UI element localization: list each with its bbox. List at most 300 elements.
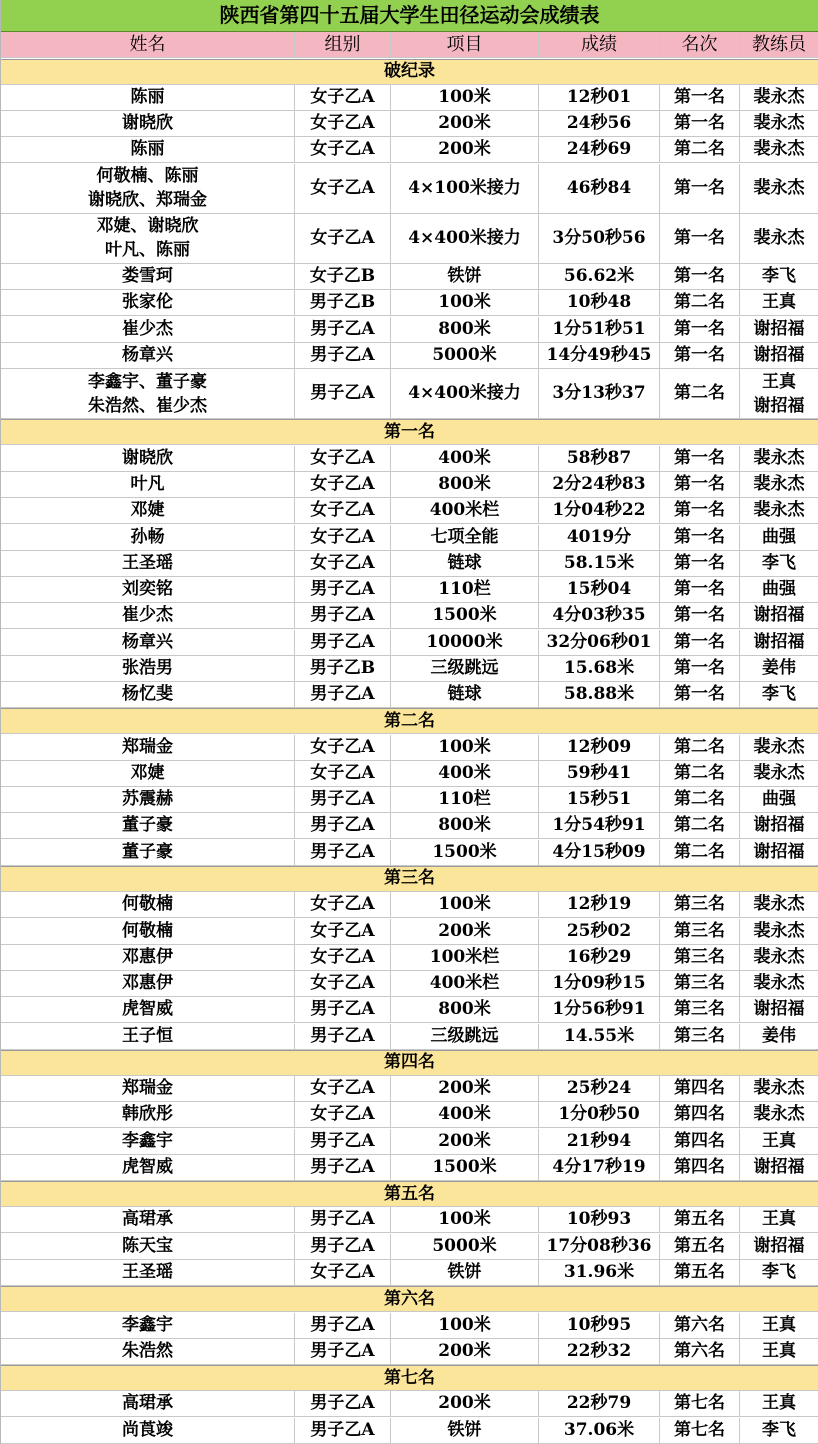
cell-line: 裴永杰 — [753, 447, 805, 468]
cell-line: 谢晓欣、郑瑞金 — [88, 190, 207, 211]
athlete-name-cell — [1, 111, 295, 137]
athlete-name-cell — [1, 1260, 295, 1286]
coach-cell — [740, 1207, 818, 1233]
athlete-name-cell — [1, 1076, 295, 1102]
cell-line: 谢招福 — [753, 395, 805, 416]
result-cell: 21秒94 — [539, 1129, 660, 1155]
cell-line: 董子豪 — [122, 815, 173, 836]
result-cell: 10秒48 — [539, 290, 660, 316]
event-cell: 400米栏 — [391, 498, 539, 524]
rank-cell: 第三名 — [660, 945, 740, 971]
athlete-name-cell — [1, 137, 295, 163]
athlete-name-cell — [1, 1102, 295, 1128]
group-cell: 男子乙A — [295, 317, 391, 343]
event-cell: 400米 — [391, 761, 539, 787]
cell-line: 陈天宝 — [122, 1235, 173, 1256]
cell-line: 崔少杰 — [122, 605, 173, 626]
coach-cell — [740, 997, 818, 1023]
coach-cell — [740, 85, 818, 111]
cell-line: 孙畅 — [130, 526, 165, 547]
athlete-name-cell — [1, 682, 295, 708]
result-cell: 4分15秒09 — [539, 840, 660, 866]
result-cell: 58秒87 — [539, 446, 660, 472]
coach-cell — [740, 264, 818, 290]
cell-line: 姜伟 — [762, 657, 796, 678]
coach-cell — [740, 577, 818, 603]
group-cell: 女子乙A — [295, 971, 391, 997]
header-group: 组别 — [295, 32, 391, 58]
result-cell: 24秒56 — [539, 111, 660, 137]
event-cell: 200米 — [391, 137, 539, 163]
coach-cell — [740, 343, 818, 369]
group-cell: 女子乙A — [295, 111, 391, 137]
group-cell: 男子乙A — [295, 343, 391, 369]
athlete-name-cell — [1, 1339, 295, 1365]
cell-line: 虎智威 — [122, 1156, 173, 1177]
cell-line: 王真 — [762, 371, 796, 392]
cell-line: 陈丽 — [130, 86, 165, 107]
group-cell: 女子乙A — [295, 1260, 391, 1286]
cell-line: 谢招福 — [753, 631, 805, 652]
coach-cell — [740, 840, 818, 866]
group-cell: 女子乙A — [295, 735, 391, 761]
event-cell: 800米 — [391, 317, 539, 343]
result-cell: 37.06米 — [539, 1418, 660, 1444]
rank-cell: 第一名 — [660, 85, 740, 111]
group-cell: 女子乙A — [295, 164, 391, 214]
athlete-name-cell — [1, 656, 295, 682]
cell-line: 裴永杰 — [753, 894, 805, 915]
rank-cell: 第四名 — [660, 1155, 740, 1181]
cell-line: 裴永杰 — [753, 473, 805, 494]
result-cell: 56.62米 — [539, 264, 660, 290]
group-cell: 男子乙A — [295, 369, 391, 419]
athlete-name-cell — [1, 603, 295, 629]
rank-cell: 第二名 — [660, 813, 740, 839]
cell-line: 叶凡 — [130, 473, 165, 494]
header-result: 成绩 — [539, 32, 660, 58]
athlete-name-cell — [1, 735, 295, 761]
group-cell: 女子乙A — [295, 525, 391, 551]
cell-line: 杨章兴 — [122, 344, 173, 365]
rank-cell: 第三名 — [660, 1024, 740, 1050]
cell-line: 谢招福 — [753, 815, 805, 836]
coach-cell — [740, 892, 818, 918]
result-cell: 17分08秒36 — [539, 1234, 660, 1260]
section-header: 破纪录 — [1, 59, 818, 85]
group-cell: 男子乙B — [295, 290, 391, 316]
cell-line: 李鑫宇 — [122, 1314, 173, 1335]
coach-cell — [740, 735, 818, 761]
cell-line: 何敬楠、陈丽 — [96, 166, 199, 187]
rank-cell: 第三名 — [660, 997, 740, 1023]
cell-line: 张浩男 — [122, 657, 173, 678]
result-cell: 1分04秒22 — [539, 498, 660, 524]
result-cell: 15秒04 — [539, 577, 660, 603]
event-cell: 800米 — [391, 997, 539, 1023]
rank-cell: 第三名 — [660, 919, 740, 945]
cell-line: 谢招福 — [753, 999, 805, 1020]
cell-line: 谢招福 — [753, 841, 805, 862]
cell-line: 刘奕铭 — [122, 579, 173, 600]
result-cell: 46秒84 — [539, 164, 660, 214]
event-cell: 200米 — [391, 919, 539, 945]
rank-cell: 第一名 — [660, 630, 740, 656]
rank-cell: 第二名 — [660, 290, 740, 316]
athlete-name-cell — [1, 85, 295, 111]
group-cell: 女子乙A — [295, 214, 391, 264]
result-cell: 25秒02 — [539, 919, 660, 945]
cell-line: 杨忆斐 — [122, 684, 173, 705]
event-cell: 七项全能 — [391, 525, 539, 551]
athlete-name-cell — [1, 1418, 295, 1444]
group-cell: 女子乙A — [295, 472, 391, 498]
event-cell: 800米 — [391, 813, 539, 839]
athlete-name-cell — [1, 164, 295, 214]
rank-cell: 第一名 — [660, 577, 740, 603]
cell-line: 邓婕、谢晓欣 — [96, 216, 199, 237]
group-cell: 女子乙A — [295, 761, 391, 787]
rank-cell: 第一名 — [660, 264, 740, 290]
rank-cell: 第三名 — [660, 892, 740, 918]
section-header: 第六名 — [1, 1286, 818, 1312]
result-cell: 1分0秒50 — [539, 1102, 660, 1128]
athlete-name-cell — [1, 525, 295, 551]
event-cell: 200米 — [391, 1339, 539, 1365]
athlete-name-cell — [1, 446, 295, 472]
result-cell: 4分03秒35 — [539, 603, 660, 629]
athlete-name-cell — [1, 1129, 295, 1155]
athlete-name-cell — [1, 1313, 295, 1339]
result-cell: 25秒24 — [539, 1076, 660, 1102]
rank-cell: 第五名 — [660, 1207, 740, 1233]
rank-cell: 第一名 — [660, 498, 740, 524]
cell-line: 裴永杰 — [753, 227, 805, 248]
cell-line: 谢招福 — [753, 605, 805, 626]
athlete-name-cell — [1, 813, 295, 839]
event-cell: 110栏 — [391, 577, 539, 603]
coach-cell — [740, 369, 818, 419]
cell-line: 裴永杰 — [753, 762, 805, 783]
cell-line: 李鑫宇 — [122, 1130, 173, 1151]
group-cell: 男子乙A — [295, 1207, 391, 1233]
coach-cell — [740, 656, 818, 682]
cell-line: 王真 — [762, 1209, 796, 1230]
event-cell: 400米 — [391, 1102, 539, 1128]
event-cell: 4×400米接力 — [391, 369, 539, 419]
cell-line: 娄雪珂 — [122, 266, 173, 287]
section-header: 第二名 — [1, 708, 818, 734]
cell-line: 李飞 — [762, 266, 796, 287]
result-cell: 58.15米 — [539, 551, 660, 577]
coach-cell — [740, 1313, 818, 1339]
cell-line: 李飞 — [762, 1262, 796, 1283]
header-event: 项目 — [391, 32, 539, 58]
athlete-name-cell — [1, 997, 295, 1023]
event-cell: 100米 — [391, 290, 539, 316]
event-cell: 110栏 — [391, 787, 539, 813]
cell-line: 邓婕 — [130, 500, 165, 521]
cell-line: 朱浩然 — [122, 1340, 173, 1361]
coach-cell — [740, 214, 818, 264]
rank-cell: 第二名 — [660, 840, 740, 866]
result-cell: 1分54秒91 — [539, 813, 660, 839]
group-cell: 女子乙A — [295, 919, 391, 945]
group-cell: 女子乙A — [295, 498, 391, 524]
event-cell: 5000米 — [391, 343, 539, 369]
rank-cell: 第三名 — [660, 971, 740, 997]
group-cell: 男子乙B — [295, 656, 391, 682]
result-cell: 2分24秒83 — [539, 472, 660, 498]
group-cell: 女子乙A — [295, 551, 391, 577]
event-cell: 三级跳远 — [391, 1024, 539, 1050]
cell-line: 裴永杰 — [753, 139, 805, 160]
coach-cell — [740, 1391, 818, 1417]
result-cell: 22秒79 — [539, 1391, 660, 1417]
athlete-name-cell — [1, 577, 295, 603]
event-cell: 10000米 — [391, 630, 539, 656]
cell-line: 谢招福 — [753, 318, 805, 339]
coach-cell — [740, 603, 818, 629]
result-cell: 16秒29 — [539, 945, 660, 971]
coach-cell — [740, 919, 818, 945]
result-cell: 15.68米 — [539, 656, 660, 682]
athlete-name-cell — [1, 498, 295, 524]
rank-cell: 第四名 — [660, 1102, 740, 1128]
coach-cell — [740, 945, 818, 971]
cell-line: 何敬楠 — [122, 920, 173, 941]
athlete-name-cell — [1, 1391, 295, 1417]
rank-cell: 第二名 — [660, 369, 740, 419]
cell-line: 王子恒 — [122, 1025, 173, 1046]
event-cell: 100米 — [391, 735, 539, 761]
athlete-name-cell — [1, 971, 295, 997]
event-cell: 1500米 — [391, 603, 539, 629]
section-header: 第七名 — [1, 1365, 818, 1391]
cell-line: 裴永杰 — [753, 113, 805, 134]
cell-line: 王圣瑶 — [122, 552, 173, 573]
event-cell: 三级跳远 — [391, 656, 539, 682]
athlete-name-cell — [1, 1234, 295, 1260]
cell-line: 李飞 — [762, 684, 796, 705]
coach-cell — [740, 164, 818, 214]
athlete-name-cell — [1, 472, 295, 498]
rank-cell: 第一名 — [660, 164, 740, 214]
result-cell: 22秒32 — [539, 1339, 660, 1365]
section-header: 第四名 — [1, 1050, 818, 1076]
cell-line: 姜伟 — [762, 1025, 796, 1046]
rank-cell: 第四名 — [660, 1129, 740, 1155]
result-cell: 3分50秒56 — [539, 214, 660, 264]
rank-cell: 第一名 — [660, 656, 740, 682]
rank-cell: 第一名 — [660, 525, 740, 551]
athlete-name-cell — [1, 892, 295, 918]
rank-cell: 第一名 — [660, 682, 740, 708]
athlete-name-cell — [1, 761, 295, 787]
cell-line: 裴永杰 — [753, 946, 805, 967]
result-cell: 14.55米 — [539, 1024, 660, 1050]
coach-cell — [740, 1260, 818, 1286]
result-cell: 4019分 — [539, 525, 660, 551]
athlete-name-cell — [1, 630, 295, 656]
athlete-name-cell — [1, 214, 295, 264]
group-cell: 男子乙A — [295, 813, 391, 839]
rank-cell: 第一名 — [660, 111, 740, 137]
group-cell: 女子乙B — [295, 264, 391, 290]
cell-line: 王真 — [762, 1130, 796, 1151]
coach-cell — [740, 787, 818, 813]
event-cell: 400米栏 — [391, 971, 539, 997]
group-cell: 女子乙A — [295, 85, 391, 111]
cell-line: 邓婕 — [130, 762, 165, 783]
coach-cell — [740, 137, 818, 163]
cell-line: 裴永杰 — [753, 500, 805, 521]
result-cell: 10秒93 — [539, 1207, 660, 1233]
event-cell: 200米 — [391, 1076, 539, 1102]
event-cell: 5000米 — [391, 1234, 539, 1260]
event-cell: 200米 — [391, 111, 539, 137]
event-cell: 铁饼 — [391, 264, 539, 290]
coach-cell — [740, 290, 818, 316]
cell-line: 高珺承 — [122, 1209, 173, 1230]
result-cell: 12秒09 — [539, 735, 660, 761]
cell-line: 裴永杰 — [753, 736, 805, 757]
event-cell: 铁饼 — [391, 1418, 539, 1444]
event-cell: 100米 — [391, 85, 539, 111]
event-cell: 4×100米接力 — [391, 164, 539, 214]
event-cell: 1500米 — [391, 1155, 539, 1181]
cell-line: 董子豪 — [122, 841, 173, 862]
result-cell: 12秒01 — [539, 85, 660, 111]
coach-cell — [740, 1129, 818, 1155]
cell-line: 裴永杰 — [753, 86, 805, 107]
group-cell: 男子乙A — [295, 1418, 391, 1444]
rank-cell: 第二名 — [660, 787, 740, 813]
group-cell: 男子乙A — [295, 997, 391, 1023]
header-coach: 教练员 — [740, 32, 818, 58]
event-cell: 1500米 — [391, 840, 539, 866]
coach-cell — [740, 551, 818, 577]
rank-cell: 第二名 — [660, 761, 740, 787]
rank-cell: 第六名 — [660, 1313, 740, 1339]
coach-cell — [740, 1339, 818, 1365]
result-cell: 3分13秒37 — [539, 369, 660, 419]
result-cell: 32分06秒01 — [539, 630, 660, 656]
header-rank: 名次 — [660, 32, 740, 58]
cell-line: 陈丽 — [130, 139, 165, 160]
group-cell: 男子乙A — [295, 1024, 391, 1050]
event-cell: 100米 — [391, 892, 539, 918]
sheet-title: 陕西省第四十五届大学生田径运动会成绩表 — [1, 0, 818, 32]
cell-line: 裴永杰 — [753, 920, 805, 941]
coach-cell — [740, 498, 818, 524]
group-cell: 女子乙A — [295, 446, 391, 472]
cell-line: 郑瑞金 — [122, 736, 173, 757]
event-cell: 铁饼 — [391, 1260, 539, 1286]
section-header: 第一名 — [1, 419, 818, 445]
event-cell: 链球 — [391, 682, 539, 708]
group-cell: 男子乙A — [295, 682, 391, 708]
rank-cell: 第一名 — [660, 446, 740, 472]
coach-cell — [740, 525, 818, 551]
cell-line: 李飞 — [762, 1419, 796, 1440]
cell-line: 郑瑞金 — [122, 1078, 173, 1099]
result-cell: 12秒19 — [539, 892, 660, 918]
result-cell: 1分09秒15 — [539, 971, 660, 997]
result-cell: 15秒51 — [539, 787, 660, 813]
event-cell: 链球 — [391, 551, 539, 577]
cell-line: 裴永杰 — [753, 973, 805, 994]
event-cell: 100米 — [391, 1207, 539, 1233]
athlete-name-cell — [1, 1207, 295, 1233]
athlete-name-cell — [1, 1155, 295, 1181]
cell-line: 尚莨竣 — [122, 1419, 173, 1440]
rank-cell: 第七名 — [660, 1391, 740, 1417]
cell-line: 王真 — [762, 1393, 796, 1414]
athlete-name-cell — [1, 343, 295, 369]
group-cell: 男子乙A — [295, 603, 391, 629]
group-cell: 女子乙A — [295, 892, 391, 918]
rank-cell: 第四名 — [660, 1076, 740, 1102]
group-cell: 女子乙A — [295, 1102, 391, 1128]
rank-cell: 第二名 — [660, 735, 740, 761]
cell-line: 叶凡、陈丽 — [105, 240, 190, 261]
rank-cell: 第七名 — [660, 1418, 740, 1444]
header-name: 姓名 — [1, 32, 295, 58]
athlete-name-cell — [1, 945, 295, 971]
cell-line: 谢招福 — [753, 1235, 805, 1256]
result-cell: 31.96米 — [539, 1260, 660, 1286]
group-cell: 女子乙A — [295, 945, 391, 971]
rank-cell: 第五名 — [660, 1260, 740, 1286]
event-cell: 200米 — [391, 1129, 539, 1155]
event-cell: 200米 — [391, 1391, 539, 1417]
group-cell: 男子乙A — [295, 1313, 391, 1339]
athlete-name-cell — [1, 551, 295, 577]
group-cell: 男子乙A — [295, 1339, 391, 1365]
cell-line: 曲强 — [762, 789, 796, 810]
athlete-name-cell — [1, 369, 295, 419]
coach-cell — [740, 813, 818, 839]
coach-cell — [740, 1234, 818, 1260]
cell-line: 曲强 — [762, 579, 796, 600]
athlete-name-cell — [1, 840, 295, 866]
cell-line: 曲强 — [762, 526, 796, 547]
coach-cell — [740, 446, 818, 472]
coach-cell — [740, 1024, 818, 1050]
event-cell: 800米 — [391, 472, 539, 498]
cell-line: 谢招福 — [753, 1156, 805, 1177]
cell-line: 王真 — [762, 1314, 796, 1335]
coach-cell — [740, 682, 818, 708]
coach-cell — [740, 1155, 818, 1181]
athlete-name-cell — [1, 264, 295, 290]
cell-line: 裴永杰 — [753, 177, 805, 198]
rank-cell: 第一名 — [660, 317, 740, 343]
athlete-name-cell — [1, 317, 295, 343]
coach-cell — [740, 971, 818, 997]
cell-line: 虎智威 — [122, 999, 173, 1020]
coach-cell — [740, 630, 818, 656]
athlete-name-cell — [1, 919, 295, 945]
result-cell: 10秒95 — [539, 1313, 660, 1339]
cell-line: 张家伦 — [122, 292, 173, 313]
section-header: 第五名 — [1, 1181, 818, 1207]
cell-line: 裴永杰 — [753, 1078, 805, 1099]
cell-line: 裴永杰 — [753, 1104, 805, 1125]
cell-line: 谢招福 — [753, 344, 805, 365]
cell-line: 韩欣彤 — [122, 1104, 173, 1125]
